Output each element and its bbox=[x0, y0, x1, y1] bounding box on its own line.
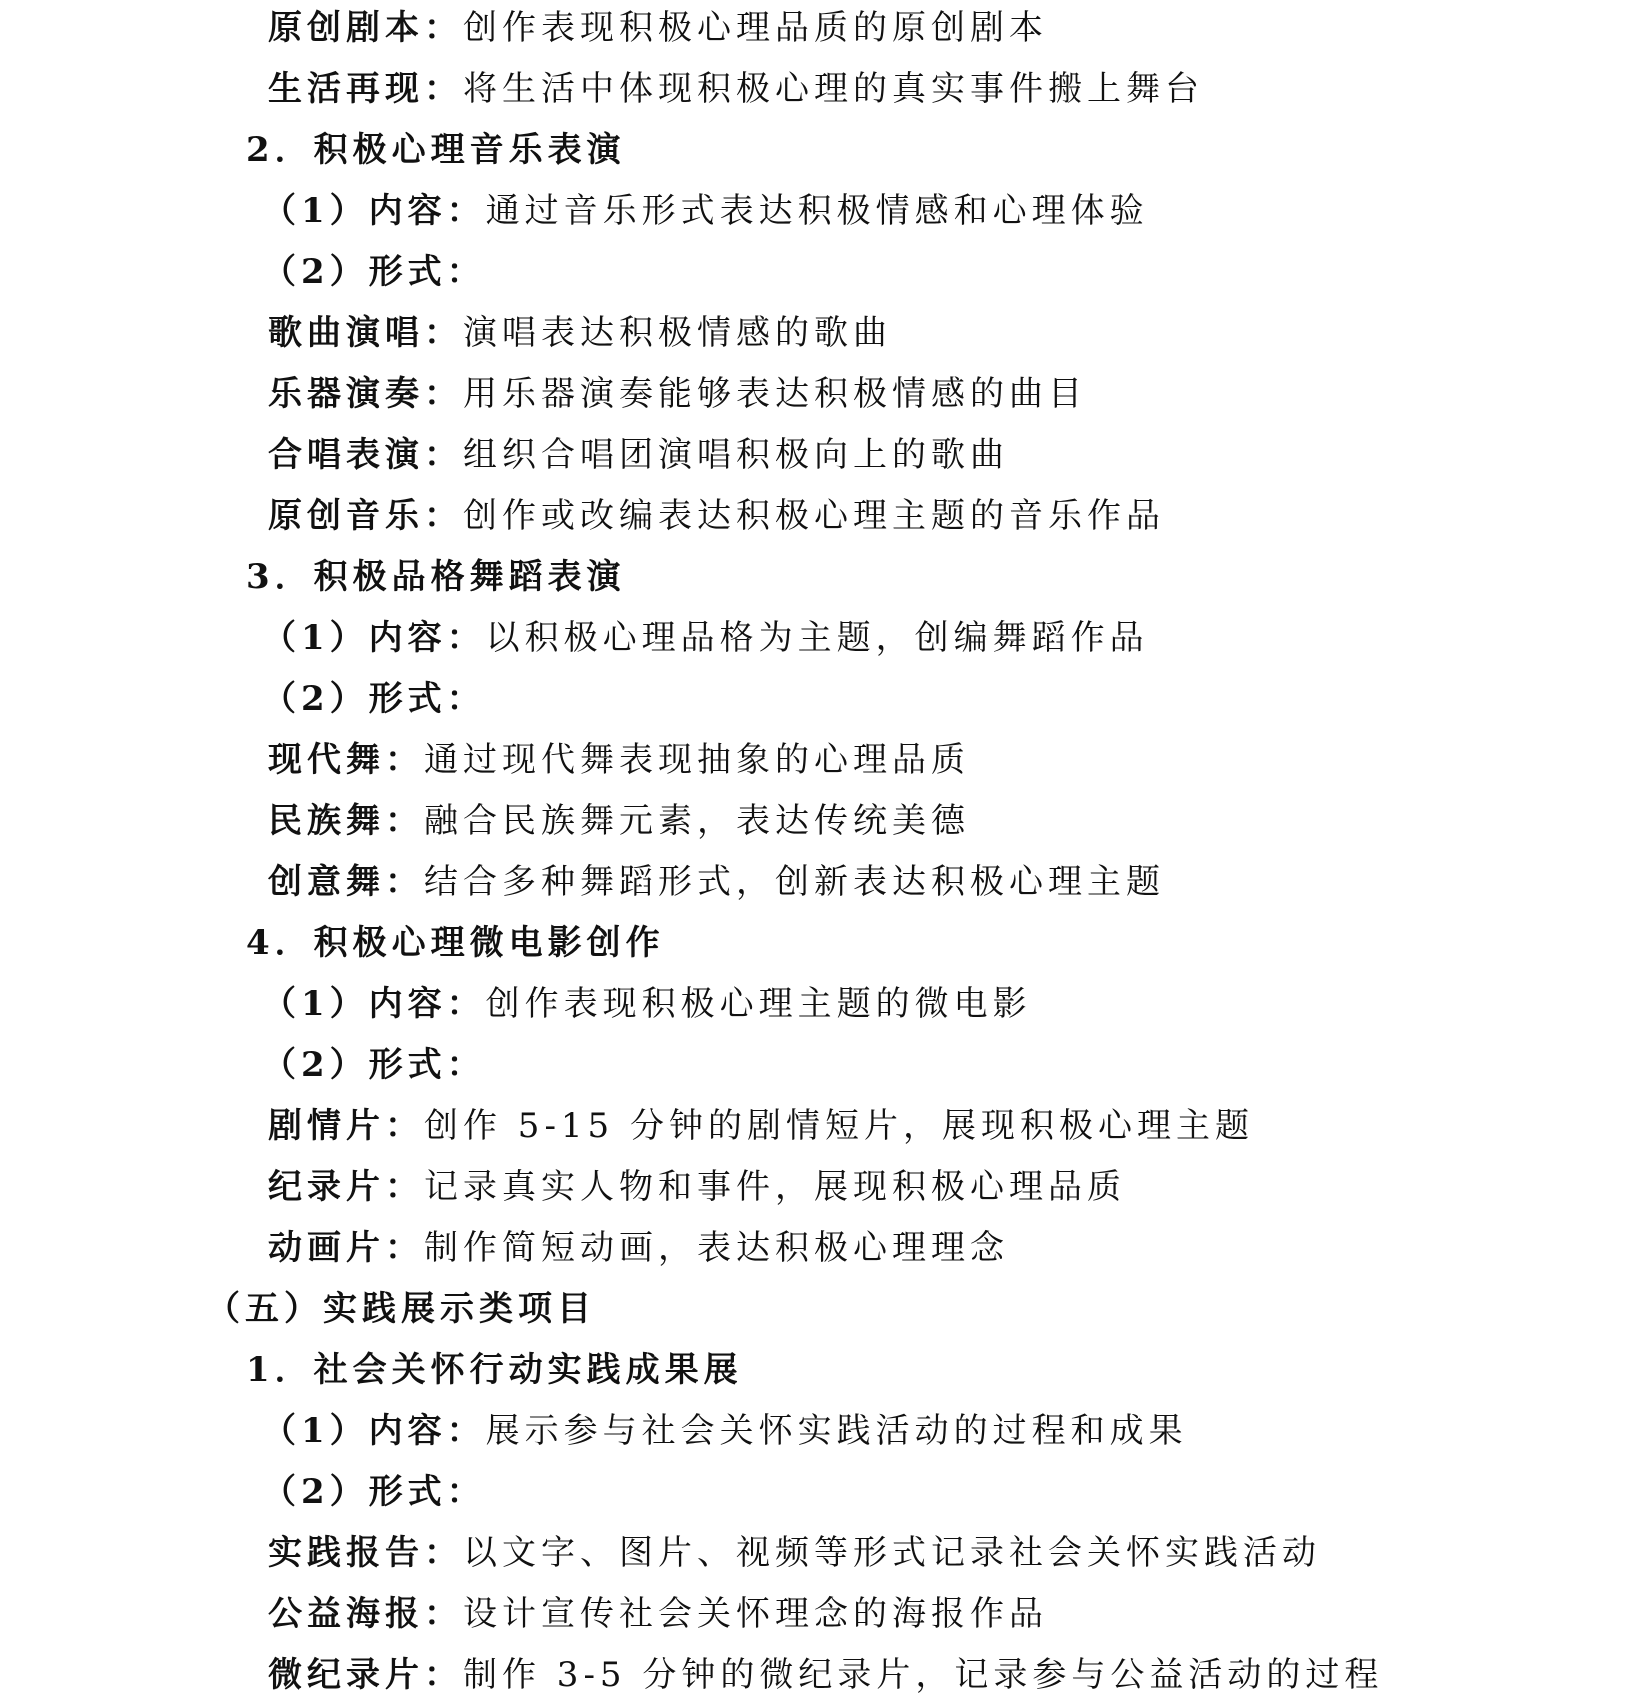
item-term: 乐器演奏： bbox=[268, 374, 463, 414]
item-description: 用乐器演奏能够表达积极情感的曲目 bbox=[463, 374, 1087, 414]
item-term: 创意舞： bbox=[268, 862, 424, 902]
paragraph bbox=[262, 1040, 486, 1090]
item-term: 剧情片： bbox=[268, 1106, 424, 1146]
para-term: （2）形式： bbox=[262, 679, 486, 719]
subsection-heading: 3．积极品格舞蹈表演 bbox=[246, 557, 626, 597]
item-term: 现代舞： bbox=[268, 740, 424, 780]
list-item bbox=[268, 1223, 1009, 1273]
item-description: 通过现代舞表现抽象的心理品质 bbox=[424, 740, 970, 780]
list-item bbox=[268, 308, 892, 358]
para-term: （1）内容： bbox=[262, 191, 486, 231]
item-term: 合唱表演： bbox=[268, 435, 463, 475]
subsection-heading: 1．社会关怀行动实践成果展 bbox=[246, 1350, 743, 1390]
item-description: 创作表现积极心理品质的原创剧本 bbox=[463, 8, 1048, 48]
item-description: 演唱表达积极情感的歌曲 bbox=[463, 313, 892, 353]
item-description: 制作 3-5 分钟的微纪录片，记录参与公益活动的过程 bbox=[463, 1655, 1384, 1695]
section-heading: （五）实践展示类项目 bbox=[206, 1289, 596, 1329]
list-item bbox=[268, 735, 970, 785]
item-term: 民族舞： bbox=[268, 801, 424, 841]
item-description: 制作简短动画，表达积极心理理念 bbox=[424, 1228, 1009, 1268]
para-description: 通过音乐形式表达积极情感和心理体验 bbox=[485, 191, 1149, 231]
list-item bbox=[268, 3, 1048, 53]
item-term: 原创剧本： bbox=[268, 8, 463, 48]
item-term: 歌曲演唱： bbox=[268, 313, 463, 353]
para-term: （1）内容： bbox=[262, 618, 486, 658]
list-item bbox=[268, 491, 1165, 541]
item-term: 实践报告： bbox=[268, 1533, 463, 1573]
item-description: 设计宣传社会关怀理念的海报作品 bbox=[463, 1594, 1048, 1634]
item-description: 组织合唱团演唱积极向上的歌曲 bbox=[463, 435, 1009, 475]
para-term: （2）形式： bbox=[262, 1472, 486, 1512]
paragraph bbox=[262, 247, 486, 297]
list-item bbox=[268, 796, 970, 846]
list-item bbox=[268, 64, 1204, 114]
paragraph bbox=[262, 979, 1032, 1029]
item-description: 结合多种舞蹈形式，创新表达积极心理主题 bbox=[424, 862, 1165, 902]
subsection-heading: 4．积极心理微电影创作 bbox=[246, 923, 665, 963]
item-term: 纪录片： bbox=[268, 1167, 424, 1207]
para-description: 以积极心理品格为主题，创编舞蹈作品 bbox=[485, 618, 1149, 658]
list-item bbox=[268, 430, 1009, 480]
item-description: 创作 5-15 分钟的剧情短片，展现积极心理主题 bbox=[424, 1106, 1254, 1146]
list-item bbox=[268, 857, 1165, 907]
item-description: 将生活中体现积极心理的真实事件搬上舞台 bbox=[463, 69, 1204, 109]
item-term: 生活再现： bbox=[268, 69, 463, 109]
paragraph bbox=[262, 1406, 1188, 1456]
item-description: 融合民族舞元素，表达传统美德 bbox=[424, 801, 970, 841]
item-term: 微纪录片： bbox=[268, 1655, 463, 1695]
para-term: （2）形式： bbox=[262, 252, 486, 292]
list-item bbox=[268, 1650, 1383, 1700]
list-item bbox=[268, 1589, 1048, 1639]
item-term: 公益海报： bbox=[268, 1594, 463, 1634]
para-term: （1）内容： bbox=[262, 1411, 486, 1451]
paragraph bbox=[262, 1467, 486, 1517]
para-term: （1）内容： bbox=[262, 984, 486, 1024]
list-item bbox=[268, 1162, 1126, 1212]
para-term: （2）形式： bbox=[262, 1045, 486, 1085]
item-term: 动画片： bbox=[268, 1228, 424, 1268]
list-item bbox=[268, 1101, 1254, 1151]
para-description: 展示参与社会关怀实践活动的过程和成果 bbox=[485, 1411, 1188, 1451]
subsection-heading: 2．积极心理音乐表演 bbox=[246, 130, 626, 170]
paragraph bbox=[262, 674, 486, 724]
list-item bbox=[268, 1528, 1321, 1578]
list-item bbox=[268, 369, 1087, 419]
para-description: 创作表现积极心理主题的微电影 bbox=[485, 984, 1032, 1024]
paragraph bbox=[262, 186, 1149, 236]
item-term: 原创音乐： bbox=[268, 496, 463, 536]
item-description: 以文字、图片、视频等形式记录社会关怀实践活动 bbox=[463, 1533, 1321, 1573]
item-description: 创作或改编表达积极心理主题的音乐作品 bbox=[463, 496, 1165, 536]
item-description: 记录真实人物和事件，展现积极心理品质 bbox=[424, 1167, 1126, 1207]
paragraph bbox=[262, 613, 1149, 663]
